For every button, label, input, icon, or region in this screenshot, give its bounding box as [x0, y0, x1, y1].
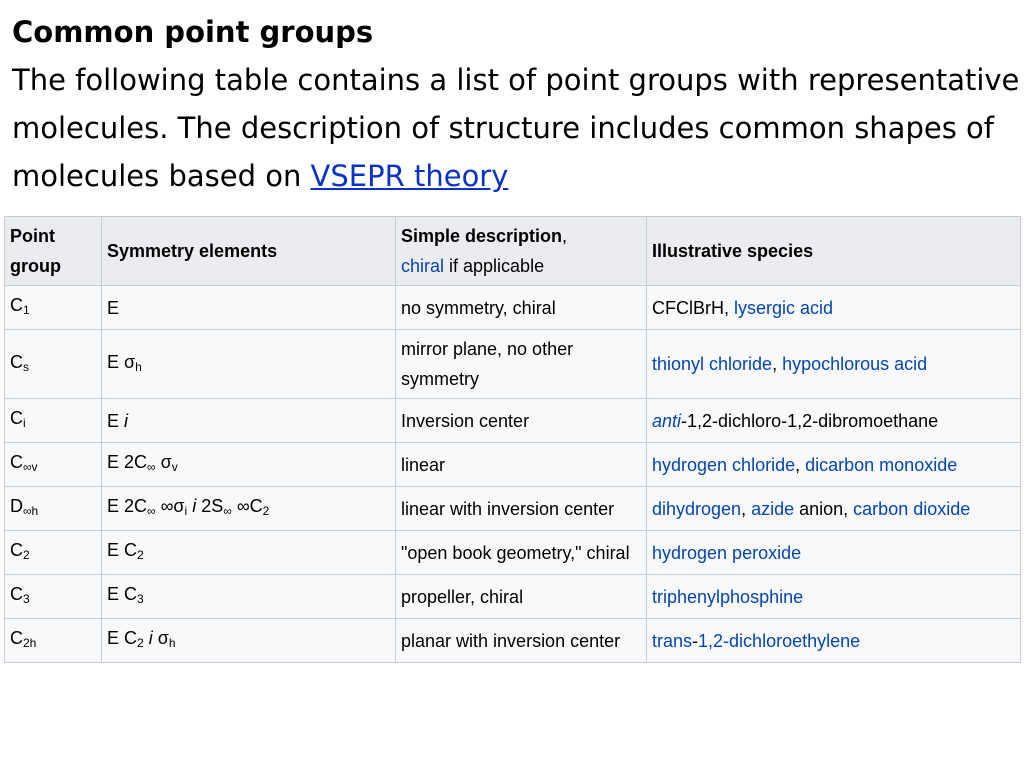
cell-text: i	[148, 628, 153, 648]
cell-text: E σ	[107, 351, 136, 372]
point-group-subscript: 3	[23, 592, 30, 606]
table-row	[5, 575, 1021, 619]
illustrative-species-cell	[647, 399, 1021, 443]
point-group-cell	[5, 443, 102, 487]
header-if-applicable: if applicable	[444, 256, 545, 276]
cell-text: E	[107, 297, 120, 318]
symmetry-elements-cell	[102, 330, 396, 399]
species-link[interactable]: hydrogen chloride	[652, 454, 796, 475]
cell-text: ∞C	[231, 496, 263, 516]
cell-text: E 2C	[107, 452, 148, 472]
point-group-symbol: D	[10, 496, 23, 516]
subscript-text: h	[168, 636, 176, 650]
point-group-cell	[5, 575, 102, 619]
subscript-text: i	[184, 504, 188, 518]
symmetry-elements-cell	[102, 286, 396, 330]
point-group-subscript: ∞h	[23, 504, 39, 518]
table-row	[5, 531, 1021, 575]
description-cell: mirror plane, no other symmetry	[396, 330, 647, 399]
header-simple-description-label: Simple description	[401, 226, 563, 246]
subscript-text: ∞	[147, 460, 156, 474]
description-cell: linear	[396, 443, 647, 487]
subscript-text: h	[135, 359, 142, 374]
species-link[interactable]: hypochlorous acid	[782, 354, 928, 374]
cell-text: i	[124, 410, 129, 431]
header-comma: ,	[562, 226, 568, 246]
cell-text: E C	[107, 540, 138, 560]
point-group-subscript: s	[23, 359, 29, 374]
illustrative-species-cell	[647, 443, 1021, 487]
illustrative-species-cell	[647, 487, 1021, 531]
cell-text: ,	[772, 354, 783, 374]
symmetry-elements-cell	[102, 487, 396, 531]
point-group-symbol: C	[10, 452, 23, 472]
illustrative-species-cell	[647, 531, 1021, 575]
point-group-cell	[5, 531, 102, 575]
point-group-symbol: C	[10, 408, 23, 428]
species-link[interactable]: thionyl chloride	[652, 354, 773, 374]
table-header-row	[5, 217, 1021, 286]
subscript-text: ∞	[147, 504, 156, 518]
point-group-cell	[5, 619, 102, 663]
table-row	[5, 399, 1021, 443]
slide-heading	[12, 8, 1020, 200]
point-group-symbol: C	[10, 628, 23, 648]
species-link[interactable]: hydrogen peroxide	[652, 542, 802, 563]
subscript-text: 2	[137, 548, 144, 562]
symmetry-elements-cell	[102, 575, 396, 619]
description-cell: no symmetry, chiral	[396, 286, 647, 330]
header-illustrative-species: Illustrative species	[647, 217, 1021, 286]
description-cell: "open book geometry," chiral	[396, 531, 647, 575]
table-row	[5, 286, 1021, 330]
point-group-symbol: C	[10, 351, 23, 372]
cell-text: -1,2-dichloro-1,2-dibromoethane	[681, 410, 939, 431]
cell-text: 2S	[196, 496, 224, 516]
slide-title: Common point groups	[12, 15, 374, 49]
point-group-symbol: C	[10, 584, 23, 604]
species-link[interactable]: dihydrogen	[652, 498, 742, 519]
chiral-link[interactable]: chiral	[401, 256, 445, 276]
description-cell: planar with inversion center	[396, 619, 647, 663]
point-group-cell	[5, 286, 102, 330]
cell-text: -	[692, 630, 699, 651]
vsepr-theory-link[interactable]: VSEPR theory	[310, 159, 509, 193]
point-groups-table	[4, 216, 1021, 663]
header-symmetry-elements: Symmetry elements	[102, 217, 396, 286]
cell-text: CFClBrH,	[652, 297, 734, 318]
cell-text: ∞σ	[155, 496, 185, 516]
illustrative-species-cell	[647, 286, 1021, 330]
point-group-subscript: 2	[23, 548, 30, 562]
species-link[interactable]: dicarbon monoxide	[805, 454, 958, 475]
table-row	[5, 330, 1021, 399]
cell-text: E C	[107, 584, 138, 604]
table-row	[5, 487, 1021, 531]
point-group-cell	[5, 487, 102, 531]
header-point-group: Point group	[5, 217, 102, 286]
point-group-subscript: i	[23, 416, 26, 430]
point-group-symbol: C	[10, 295, 23, 315]
point-group-subscript: ∞v	[23, 460, 38, 474]
symmetry-elements-cell	[102, 443, 396, 487]
illustrative-species-cell	[647, 330, 1021, 399]
subscript-text: v	[171, 460, 178, 474]
description-cell: linear with inversion center	[396, 487, 647, 531]
cell-text: ,	[741, 498, 752, 519]
species-link[interactable]: anti	[652, 410, 682, 431]
illustrative-species-cell	[647, 575, 1021, 619]
subscript-text: 3	[137, 592, 144, 606]
header-simple-description	[396, 217, 647, 286]
table-body	[5, 286, 1021, 663]
species-link[interactable]: lysergic acid	[734, 297, 834, 318]
species-link[interactable]: trans	[652, 630, 693, 651]
point-group-symbol: C	[10, 540, 23, 560]
cell-text: ,	[795, 454, 806, 475]
table-row	[5, 443, 1021, 487]
point-group-subscript: 2h	[23, 636, 37, 650]
illustrative-species-cell	[647, 619, 1021, 663]
subscript-text: ∞	[223, 504, 232, 518]
symmetry-elements-cell	[102, 619, 396, 663]
cell-text: anion,	[794, 498, 854, 519]
point-group-subscript: 1	[23, 303, 30, 317]
subscript-text: 2	[262, 504, 270, 518]
description-cell: Inversion center	[396, 399, 647, 443]
symmetry-elements-cell	[102, 531, 396, 575]
cell-text: E	[107, 410, 125, 431]
species-link[interactable]: 1,2-dichloroethylene	[698, 630, 861, 651]
point-group-cell	[5, 330, 102, 399]
symmetry-elements-cell	[102, 399, 396, 443]
cell-text: E 2C	[107, 496, 148, 516]
cell-text: σ	[152, 628, 169, 648]
point-group-cell	[5, 399, 102, 443]
description-cell: propeller, chiral	[396, 575, 647, 619]
species-link[interactable]: azide	[751, 498, 795, 519]
cell-text: E C	[107, 628, 138, 648]
table-row	[5, 619, 1021, 663]
cell-text: σ	[155, 452, 172, 472]
species-link[interactable]: triphenylphosphine	[652, 586, 804, 607]
subscript-text: 2	[137, 636, 144, 650]
cell-text: i	[192, 496, 197, 516]
species-link[interactable]: carbon dioxide	[853, 498, 971, 519]
intro-text: The following table contains a list of point groups with representative molecules. The description of structure includes common shapes of molecules based on	[12, 63, 1020, 193]
